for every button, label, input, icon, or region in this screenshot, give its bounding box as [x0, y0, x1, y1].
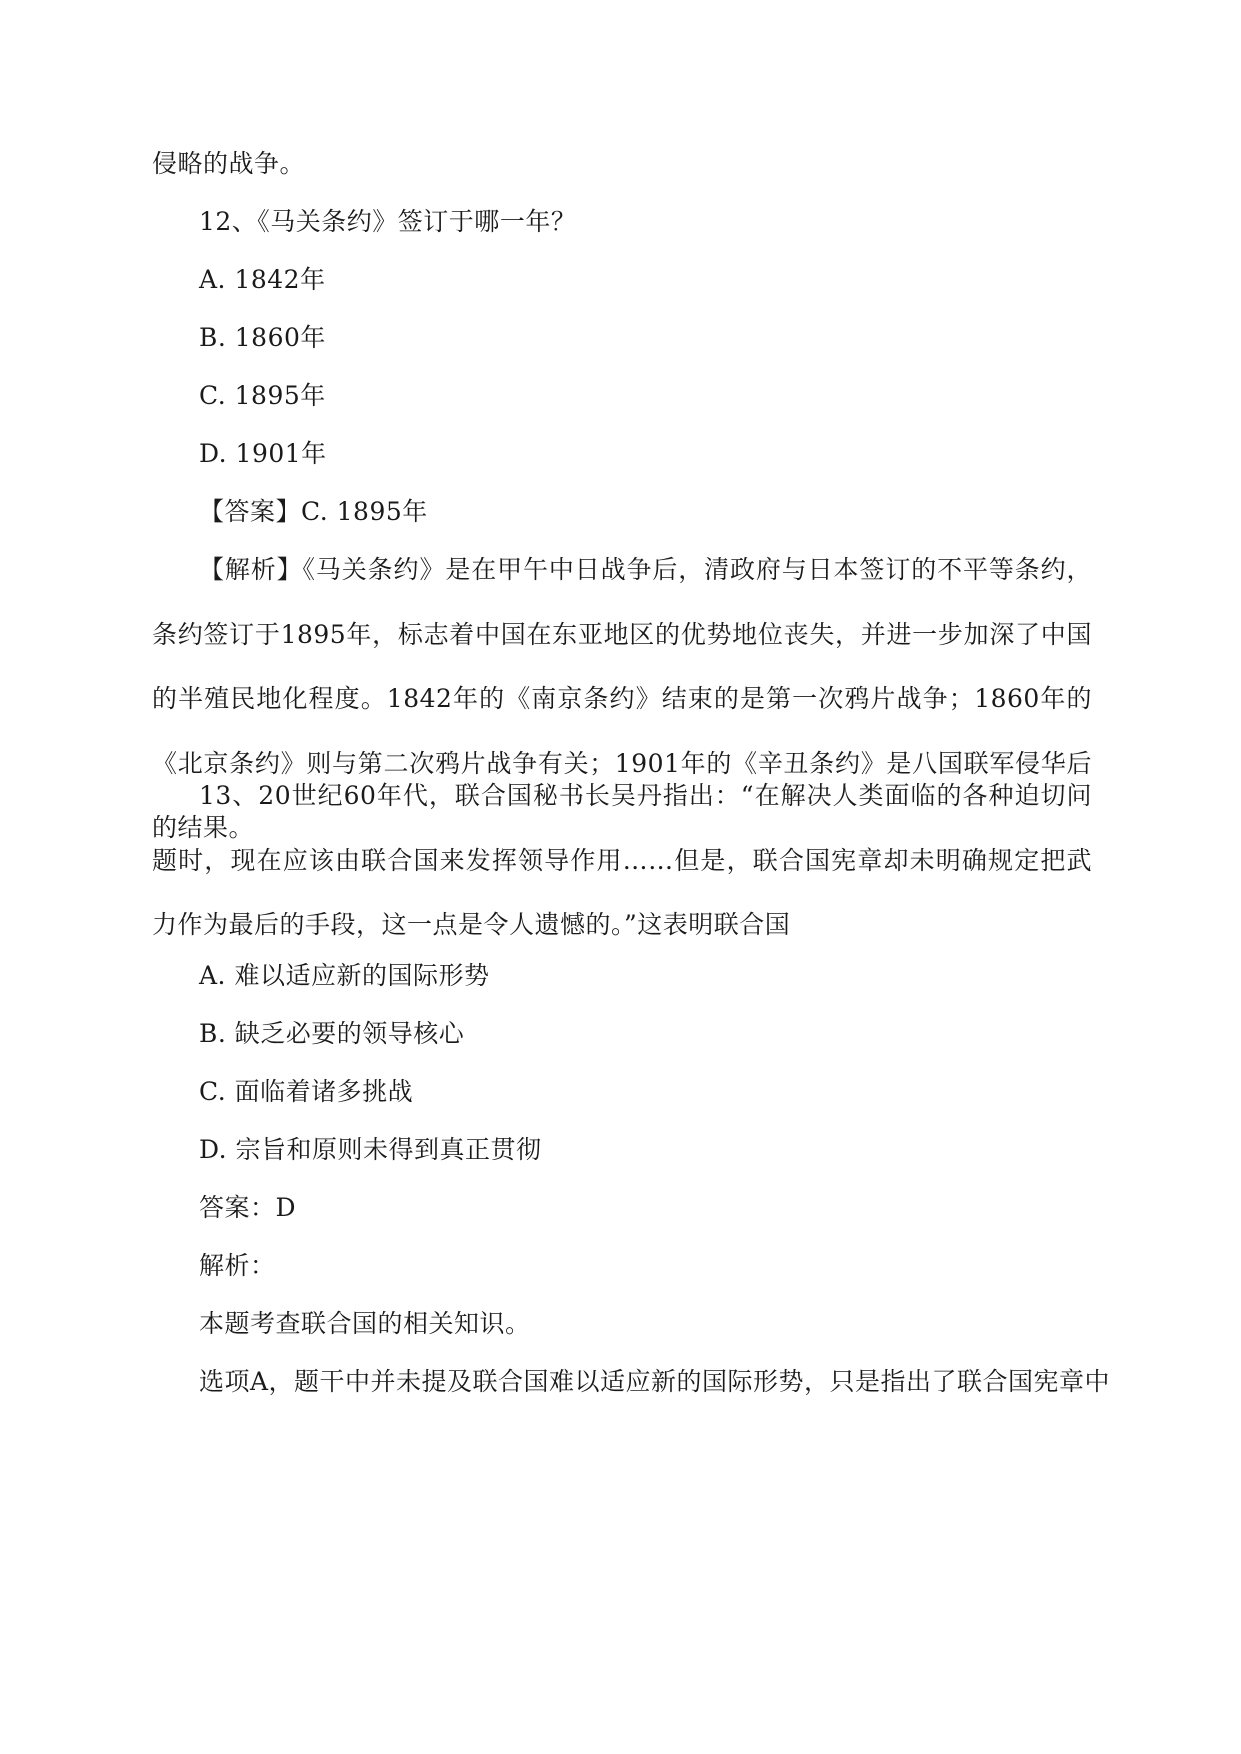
question-12-stem: 12、《马关条约》签订于哪一年？	[199, 207, 577, 236]
question-13-stem: 13、20世纪60年代，联合国秘书长吴丹指出：“在解决人类面临的各种迫切问题时，现在应该由联合国来发挥领导作用……但是，联合国宪章却未明确规定把武力作为最后的手段，这一点是令人遗憾的。”这表明联合国	[152, 781, 1092, 939]
question-12-option-c: C. 1895年	[199, 381, 326, 410]
question-12-option-a: A. 1842年	[199, 265, 326, 294]
question-13-explanation-label: 解析：	[199, 1251, 276, 1280]
question-12-answer: 【答案】C. 1895年	[199, 497, 428, 526]
question-13-option-d: D. 宗旨和原则未得到真正贯彻	[199, 1135, 542, 1164]
question-12-explanation: 【解析】《马关条约》是在甲午中日战争后，清政府与日本签订的不平等条约，条约签订于1895年，标志着中国在东亚地区的优势地位丧失，并进一步加深了中国的半殖民地化程度。1842年的《南京条约》结束的是第一次鸦片战争；1860年的《北京条约》则与第二次鸦片战争有关；1901年的《辛丑条约》是八国联军侵华后的结果。	[152, 555, 1092, 842]
question-12-option-d: D. 1901年	[199, 439, 327, 468]
question-13-option-c: C. 面临着诸多挑战	[199, 1077, 414, 1106]
continued-text: 侵略的战争。	[152, 149, 306, 178]
question-13-option-a: A. 难以适应新的国际形势	[199, 961, 490, 990]
question-13-option-b: B. 缺乏必要的领导核心	[199, 1019, 465, 1048]
question-13-answer: 答案：D	[199, 1193, 297, 1222]
question-12-option-b: B. 1860年	[199, 323, 326, 352]
question-13-explanation-line-1: 本题考查联合国的相关知识。	[199, 1309, 531, 1338]
question-13-explanation-line-2: 选项A，题干中并未提及联合国难以适应新的国际形势，只是指出了联合国宪章中	[199, 1367, 1111, 1396]
